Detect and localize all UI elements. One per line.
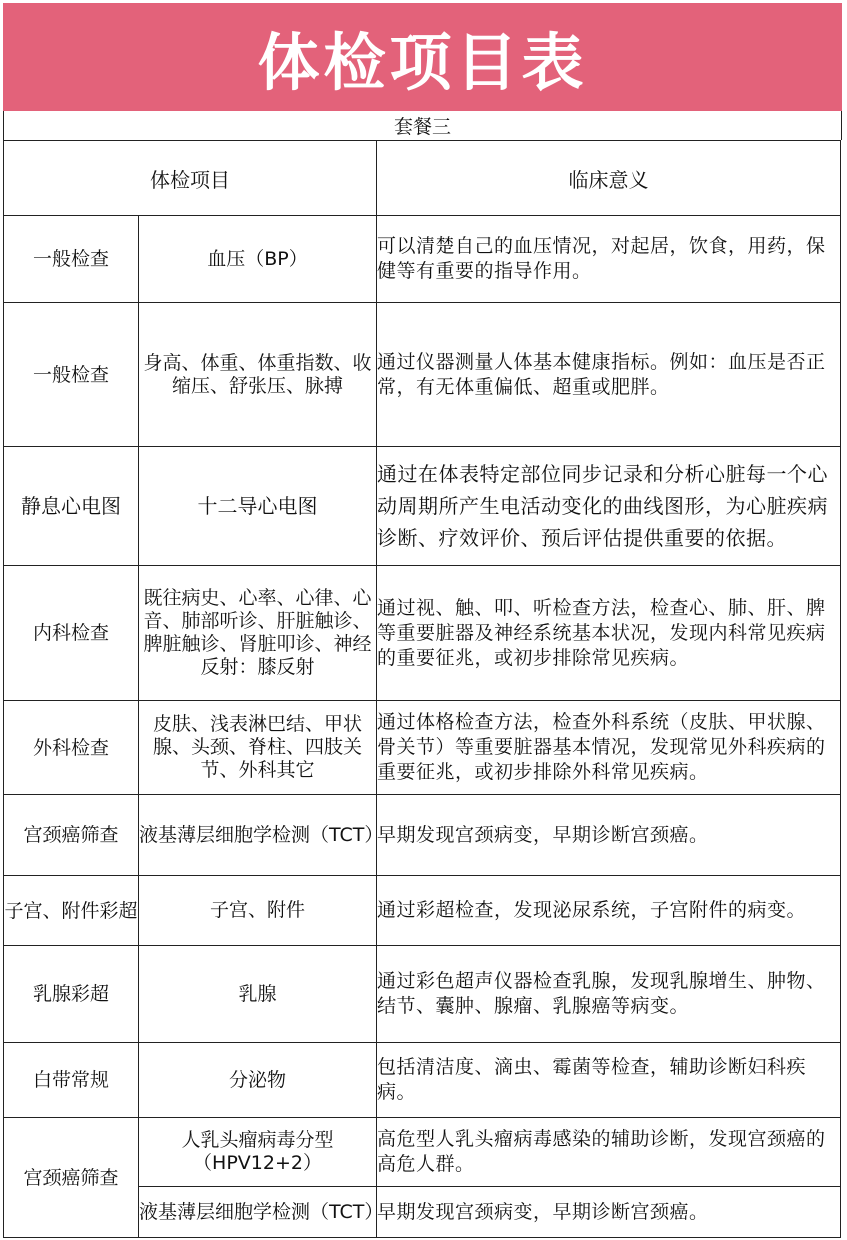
row-meaning: 早期发现宫颈病变，早期诊断宫颈癌。 [377,1187,841,1238]
row-category: 宫颈癌筛查 [4,1118,139,1238]
row-category: 静息心电图 [4,447,139,566]
row-category: 内科检查 [4,566,139,701]
table-row [4,795,841,876]
table-row [4,447,841,566]
row-item: 身高、体重、体重指数、收缩压、舒张压、脉搏 [139,303,377,447]
checkup-table [3,140,841,1238]
row-category: 乳腺彩超 [4,946,139,1043]
row-item: 血压（BP） [139,216,377,303]
header-item: 体检项目 [4,141,377,216]
row-category: 一般检查 [4,216,139,303]
row-meaning: 早期发现宫颈病变，早期诊断宫颈癌。 [377,795,841,876]
row-item: 十二导心电图 [139,447,377,566]
row-item: 子宫、附件 [139,876,377,946]
row-item: 人乳头瘤病毒分型（HPV12+2） [139,1118,377,1187]
row-meaning: 通过彩色超声仪器检查乳腺，发现乳腺增生、肿物、结节、囊肿、腺瘤、乳腺癌等病变。 [377,946,841,1043]
row-category: 宫颈癌筛查 [4,795,139,876]
row-item: 既往病史、心率、心律、心音、肺部听诊、肝脏触诊、脾脏触诊、肾脏叩诊、神经反射：膝反射 [139,566,377,701]
table-row [4,946,841,1043]
row-meaning: 高危型人乳头瘤病毒感染的辅助诊断，发现宫颈癌的高危人群。 [377,1118,841,1187]
row-category: 白带常规 [4,1043,139,1118]
row-category: 外科检查 [4,701,139,795]
title-banner [3,3,842,111]
row-item: 液基薄层细胞学检测（TCT） [139,795,377,876]
row-meaning: 通过彩超检查，发现泌尿系统，子宫附件的病变。 [377,876,841,946]
row-item: 液基薄层细胞学检测（TCT） [139,1187,377,1238]
table-row [4,303,841,447]
header-meaning: 临床意义 [377,141,841,216]
row-category: 一般检查 [4,303,139,447]
row-meaning: 包括清洁度、滴虫、霉菌等检查，辅助诊断妇科疾病。 [377,1043,841,1118]
package-label: 套餐三 [3,111,842,140]
row-meaning: 可以清楚自己的血压情况，对起居，饮食，用药，保健等有重要的指导作用。 [377,216,841,303]
table-row [4,216,841,303]
row-item: 分泌物 [139,1043,377,1118]
row-meaning: 通过体格检查方法，检查外科系统（皮肤、甲状腺、骨关节）等重要脏器基本情况，发现常见外科疾病的重要征兆，或初步排除外科常见疾病。 [377,701,841,795]
table-row [4,566,841,701]
table-row [4,876,841,946]
row-meaning: 通过在体表特定部位同步记录和分析心脏每一个心动周期所产生电活动变化的曲线图形，为心脏疾病诊断、疗效评价、预后评估提供重要的依据。 [377,447,841,566]
row-item: 乳腺 [139,946,377,1043]
row-meaning: 通过视、触、叩、听检查方法，检查心、肺、肝、脾等重要脏器及神经系统基本状况，发现内科常见疾病的重要征兆，或初步排除常见疾病。 [377,566,841,701]
row-item: 皮肤、浅表淋巴结、甲状腺、头颈、脊柱、四肢关节、外科其它 [139,701,377,795]
table-row [4,1043,841,1118]
row-category: 子宫、附件彩超 [4,876,139,946]
table-row [4,1118,841,1187]
table-row [4,701,841,795]
table-header-row [4,141,841,216]
page-title: 体检项目表 [257,25,588,99]
row-meaning: 通过仪器测量人体基本健康指标。例如：血压是否正常，有无体重偏低、超重或肥胖。 [377,303,841,447]
